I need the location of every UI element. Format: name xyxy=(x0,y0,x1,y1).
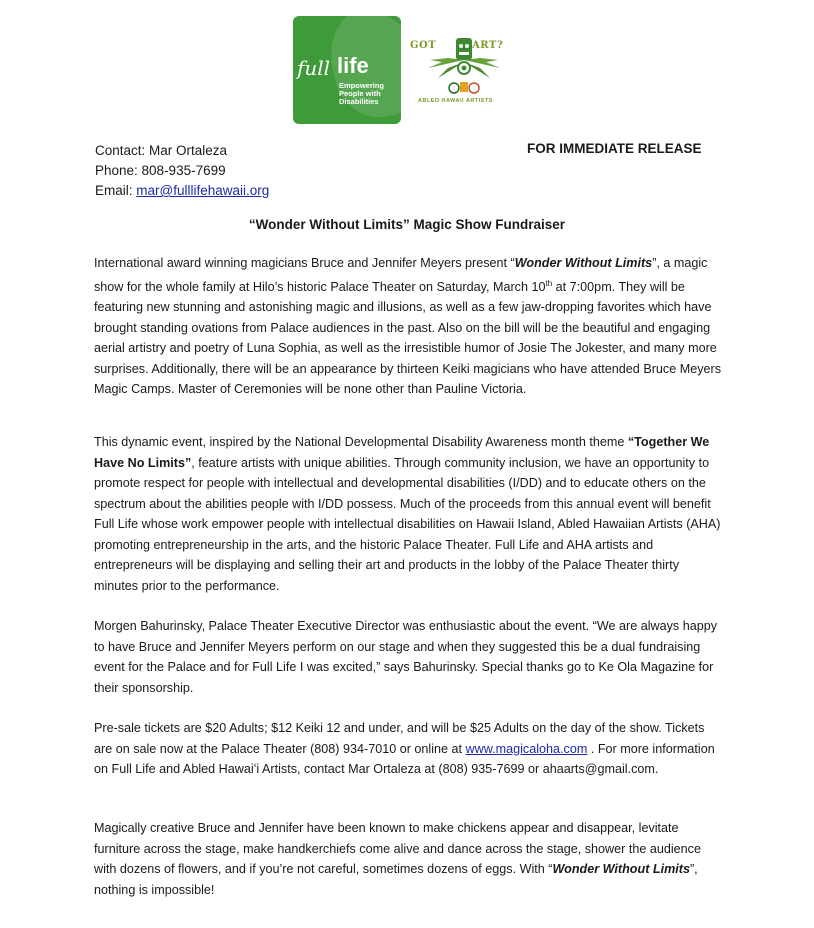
p5-text-b: ”, nothing is impossible! xyxy=(94,862,698,897)
logo-word-life: life xyxy=(337,53,369,78)
p1-text-b: ”, a magic show for the whole family at Hilo’s historic Palace Theater on Saturday, March 10 xyxy=(94,256,708,294)
p1-sup: th xyxy=(545,278,553,288)
p4-text-b: . For more information on Full Life and Abled Hawaiʻi Artists, contact Mar Ortaleza at (808) 935-7699 or ahaarts@gmail.com. xyxy=(94,741,715,776)
paragraph-1 xyxy=(94,253,724,400)
p1-text-a: International award winning magicians Bruce and Jennifer Meyers present “ xyxy=(94,256,515,270)
aha-art-text: ART? xyxy=(472,40,504,51)
p2-text-b: , feature artists with unique abilities. Through community inclusion, we have an opportunity to promote respect for people with intellectual and developmental disabilities (I/DD) and to educate others on the spectrum about the abilities people with I/DD possess. Much of the proceeds from this annual event will benefit Full Life whose work empower people with intellectual disabilities on Hawaii Island, Abled Hawaiian Artists (AHA) promoting entrepreneurship in the arts, and the historic Palace Theater. Full Life and AHA artists and entrepreneurs will be displaying and selling their art and products in the lobby of the Palace Theater thirty minutes prior to the performance. xyxy=(94,455,721,593)
release-label: FOR IMMEDIATE RELEASE xyxy=(527,141,702,156)
email-link[interactable]: mar@fulllifehawaii.org xyxy=(136,183,270,198)
p2-theme: “Together We Have No Limits” xyxy=(94,435,710,470)
magicaloha-link[interactable]: www.magicaloha.com xyxy=(465,741,588,756)
paragraph-5 xyxy=(94,818,724,900)
contact-block xyxy=(95,141,269,201)
full-life-logo xyxy=(293,16,401,124)
p2-text-a: This dynamic event, inspired by the National Developmental Disability Awareness month theme xyxy=(94,435,628,449)
p5-show-title: Wonder Without Limits xyxy=(552,862,690,876)
p4-text-a: Pre-sale tickets are $20 Adults; $12 Keiki 12 and under, and will be $25 Adults on the day of the show. Tickets are on sale now at the Palace Theater (808) 934-7010 or online at xyxy=(94,721,705,756)
aha-abled-text: ABLED HAWAII ARTISTS xyxy=(418,98,493,104)
aha-logo xyxy=(408,32,520,112)
p1-show-title: Wonder Without Limits xyxy=(514,256,653,270)
contact-name: Contact: Mar Ortaleza xyxy=(95,143,228,158)
aha-got-text: GOT xyxy=(410,40,437,51)
p1-text-c: at 7:00pm. They will be featuring new stunning and astonishing magic and illusions, as well as a few jaw-dropping favorites which have brought standing ovations from Palace audiences in the past. Also on the bill will be the beautiful and engaging aerial artistry and poetry of Luna Sophia, as well as the irresistible humor of Josie The Jokester, and many more surprises. Additionally, there will be an appearance by thirteen Keiki magicians who have attended Bruce Meyers Magic Camps. Master of Ceremonies will be none other than Pauline Victoria. xyxy=(94,279,721,397)
email-label: Email: xyxy=(95,183,137,198)
p5-text-a: Magically creative Bruce and Jennifer have been known to make chickens appear and disappear, levitate furniture across the stage, make handkerchiefs come alive and dance across the stage, shower the audience with dozens of flowers, and if you’re not careful, sometimes dozens of eggs. With “ xyxy=(94,821,701,876)
contact-phone: Phone: 808-935-7699 xyxy=(95,163,226,178)
tiki-icon xyxy=(408,32,520,96)
paragraph-2 xyxy=(94,432,724,596)
logo-word-full: full xyxy=(297,56,331,80)
paragraph-3: Morgen Bahurinsky, Palace Theater Executive Director was enthusiastic about the event. “We are always happy to have Bruce and Jennifer Meyers perform on our stage and when they suggested this be a dual fundraising event for the Palace and for Full Life I was excited,” says Bahurinsky. Special thanks go to Ke Ola Magazine for their sponsorship. xyxy=(94,619,718,695)
headline: “Wonder Without Limits” Magic Show Fundraiser xyxy=(248,217,566,232)
contact-email-line xyxy=(95,181,269,201)
logo-tagline: Empowering People with Disabilities xyxy=(339,81,385,106)
paragraph-4 xyxy=(94,718,724,780)
